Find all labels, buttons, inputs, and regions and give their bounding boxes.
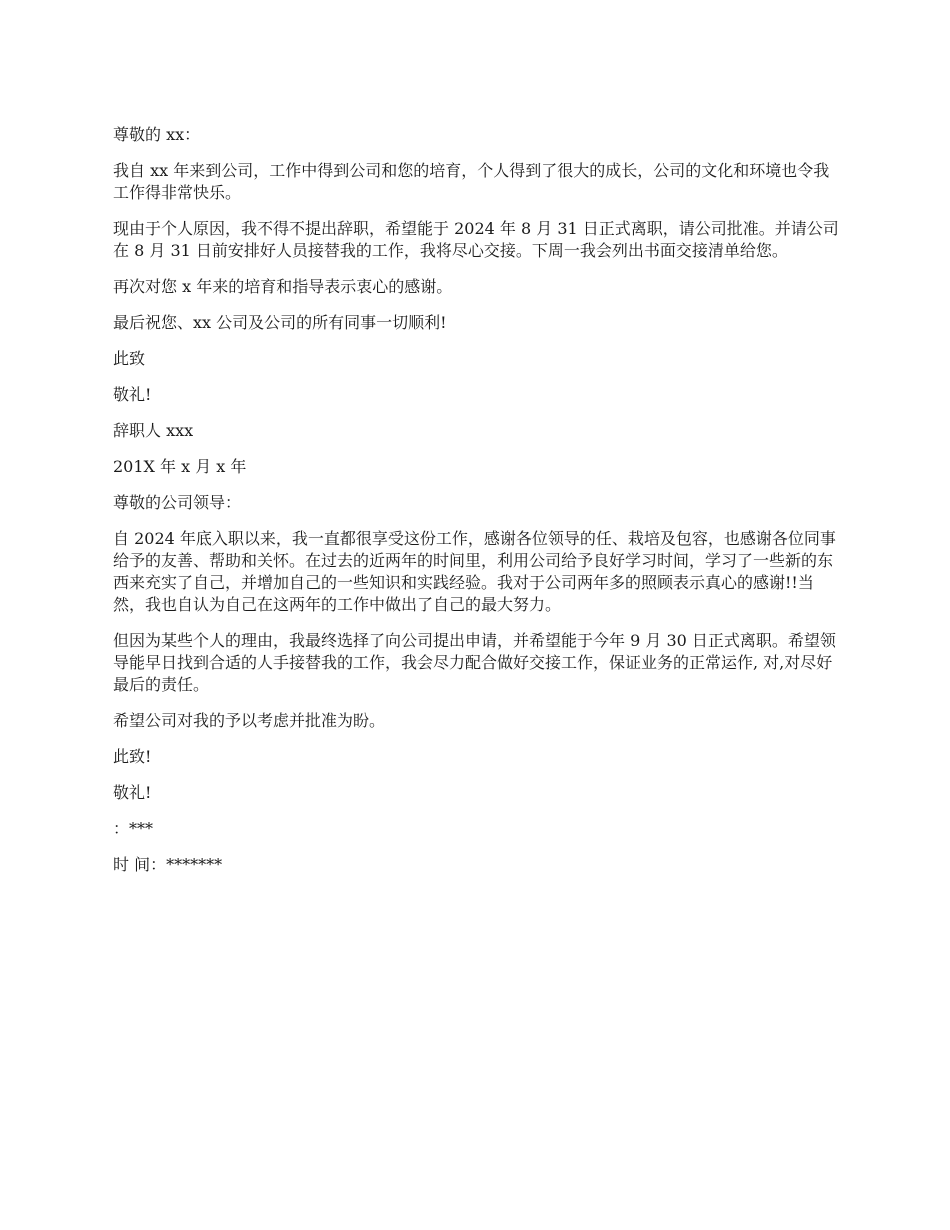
letter2-salutation: 尊敬的公司领导： [113, 493, 242, 512]
document-page [113, 124, 843, 890]
letter1-salutation: 尊敬的 xx： [113, 125, 201, 144]
letter2-paragraph: 希望公司对我的予以考虑并批准为盼。 [113, 711, 386, 730]
letter1-date: 201X 年 x 月 x 年 [113, 457, 247, 476]
letter2-paragraph: 自 2024 年底入职以来，我一直都很享受这份工作，感谢各位领导的任、栽培及包容，也感谢各位同事给予的友善、帮助和关怀。在过去的近两年的时间里，利用公司给予良好学习时间，学习了一些新的东西来充实了自己，并增加自己的一些知识和实践经验。我对于公司两年多的照顾表示真心的感谢!!当然，我也自认为自己在这两年的工作中做出了自己的最大努力。 [113, 529, 836, 614]
letter1-paragraph: 我自 xx 年来到公司，工作中得到公司和您的培育，个人得到了很大的成长，公司的文化和环境也令我工作得非常快乐。 [113, 161, 830, 202]
letter1-paragraph: 现由于个人原因，我不得不提出辞职，希望能于 2024 年 8 月 31 日正式离职，请公司批准。并请公司在 8 月 31 日前安排好人员接替我的工作，我将尽心交接。下周一我会列出书面交接清单给您。 [113, 219, 839, 260]
letter2-signature: ：*** [113, 819, 154, 838]
letter1-paragraph: 再次对您 x 年来的培育和指导表示衷心的感谢。 [113, 277, 453, 296]
letter1-signature: 辞职人 xxx [113, 421, 194, 440]
letter2-paragraph: 但因为某些个人的理由，我最终选择了向公司提出申请，并希望能于今年 9 月 30 日正式离职。希望领导能早日找到合适的人手接替我的工作，我会尽力配合做好交接工作，保证业务的正常运作, 对,对尽好最后的责任。 [113, 631, 836, 694]
letter2-regards: 敬礼! [113, 783, 152, 802]
letter2-date: 时 间：******* [113, 855, 223, 874]
letter1-regards: 敬礼! [113, 385, 152, 404]
letter1-closing: 此致 [113, 349, 146, 368]
letter2-closing: 此致! [113, 747, 152, 766]
letter1-paragraph: 最后祝您、xx 公司及公司的所有同事一切顺利! [113, 313, 447, 332]
